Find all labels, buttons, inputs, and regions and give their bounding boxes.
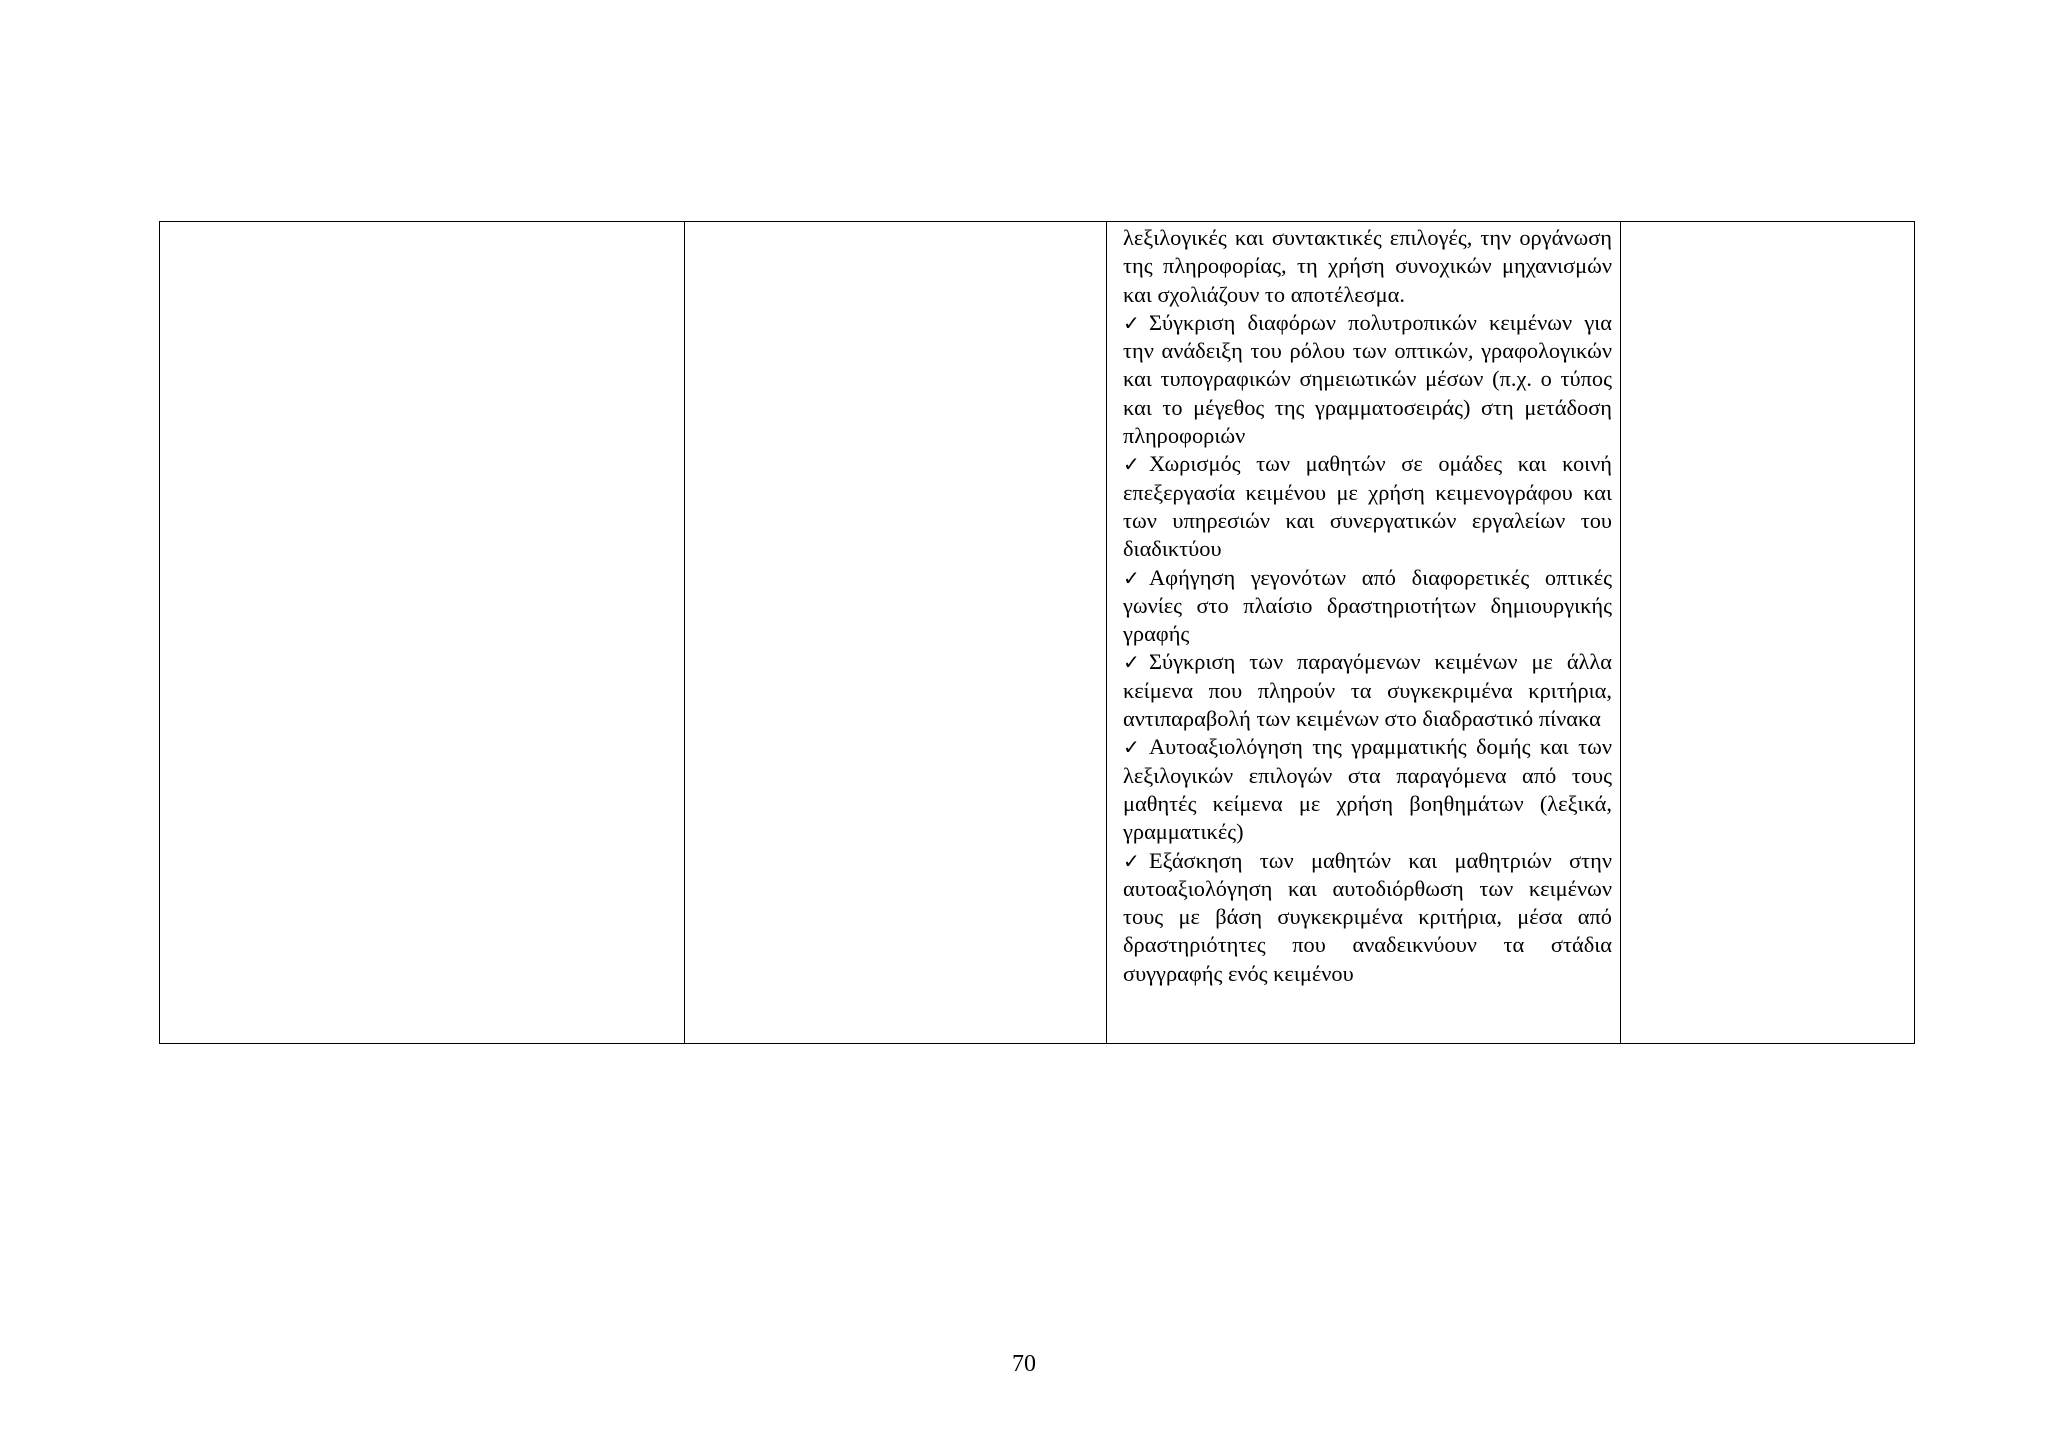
- list-item: [1123, 733, 1612, 846]
- list-item: [1123, 450, 1612, 563]
- list-item-text: Αφήγηση γεγονότων από διαφορετικές οπτικές γωνίες στο πλαίσιο δραστηριοτήτων δημιουργικής γραφής: [1123, 564, 1612, 647]
- table-row: [160, 222, 1915, 1044]
- checkmark-icon: ✓: [1123, 452, 1140, 477]
- list-item: [1123, 648, 1612, 733]
- curriculum-table: [159, 221, 1915, 1044]
- table-cell-empty-1: [160, 222, 685, 1044]
- list-item: [1123, 309, 1612, 450]
- checkmark-icon: ✓: [1123, 848, 1140, 873]
- list-item-text: Σύγκριση των παραγόμενων κειμένων με άλλα κείμενα που πληρούν τα συγκεκριμένα κριτήρια, αντιπαραβολή των κειμένων στο διαδραστικό πίνακα: [1123, 649, 1612, 732]
- activities-content: [1107, 222, 1620, 988]
- table-cell-empty-2: [685, 222, 1107, 1044]
- page-number: 70: [1012, 1351, 1036, 1377]
- list-item-text: Χωρισμός των μαθητών σε ομάδες και κοινή επεξεργασία κειμένου με χρήση κειμενογράφου και των υπηρεσιών και συνεργατικών εργαλείων του διαδικτύου: [1123, 451, 1612, 562]
- list-item-text: Σύγκριση διαφόρων πολυτροπικών κειμένων για την ανάδειξη του ρόλου των οπτικών, γραφολογικών και τυπογραφικών σημειωτικών μέσων (π.χ. ο τύπος και το μέγεθος της γραμματοσειράς) στη μετάδοση πληροφοριών: [1123, 309, 1612, 449]
- list-item-text: Αυτοαξιολόγηση της γραμματικής δομής και των λεξιλογικών επιλογών στα παραγόμενα από τους μαθητές κείμενα με χρήση βοηθημάτων (λεξικά, γραμματικές): [1123, 734, 1612, 845]
- checkmark-icon: ✓: [1123, 735, 1140, 760]
- list-item: [1123, 847, 1612, 988]
- checkmark-icon: ✓: [1123, 650, 1140, 675]
- list-item-text: Εξάσκηση των μαθητών και μαθητριών στην αυτοαξιολόγηση και αυτοδιόρθωση των κειμένων τους με βάση συγκεκριμένα κριτήρια, μέσα από δραστηριότητες που αναδεικνύουν τα στάδια συγγραφής ενός κειμένου: [1123, 847, 1612, 986]
- checkmark-icon: ✓: [1123, 310, 1140, 335]
- table-cell-activities: [1107, 222, 1621, 1044]
- intro-paragraph: λεξιλογικές και συντακτικές επιλογές, την οργάνωση της πληροφορίας, τη χρήση συνοχικών μηχανισμών και σχολιάζουν το αποτέλεσμα.: [1123, 225, 1612, 307]
- checkmark-icon: ✓: [1123, 565, 1140, 590]
- table-cell-empty-4: [1621, 222, 1915, 1044]
- list-item: [1123, 564, 1612, 649]
